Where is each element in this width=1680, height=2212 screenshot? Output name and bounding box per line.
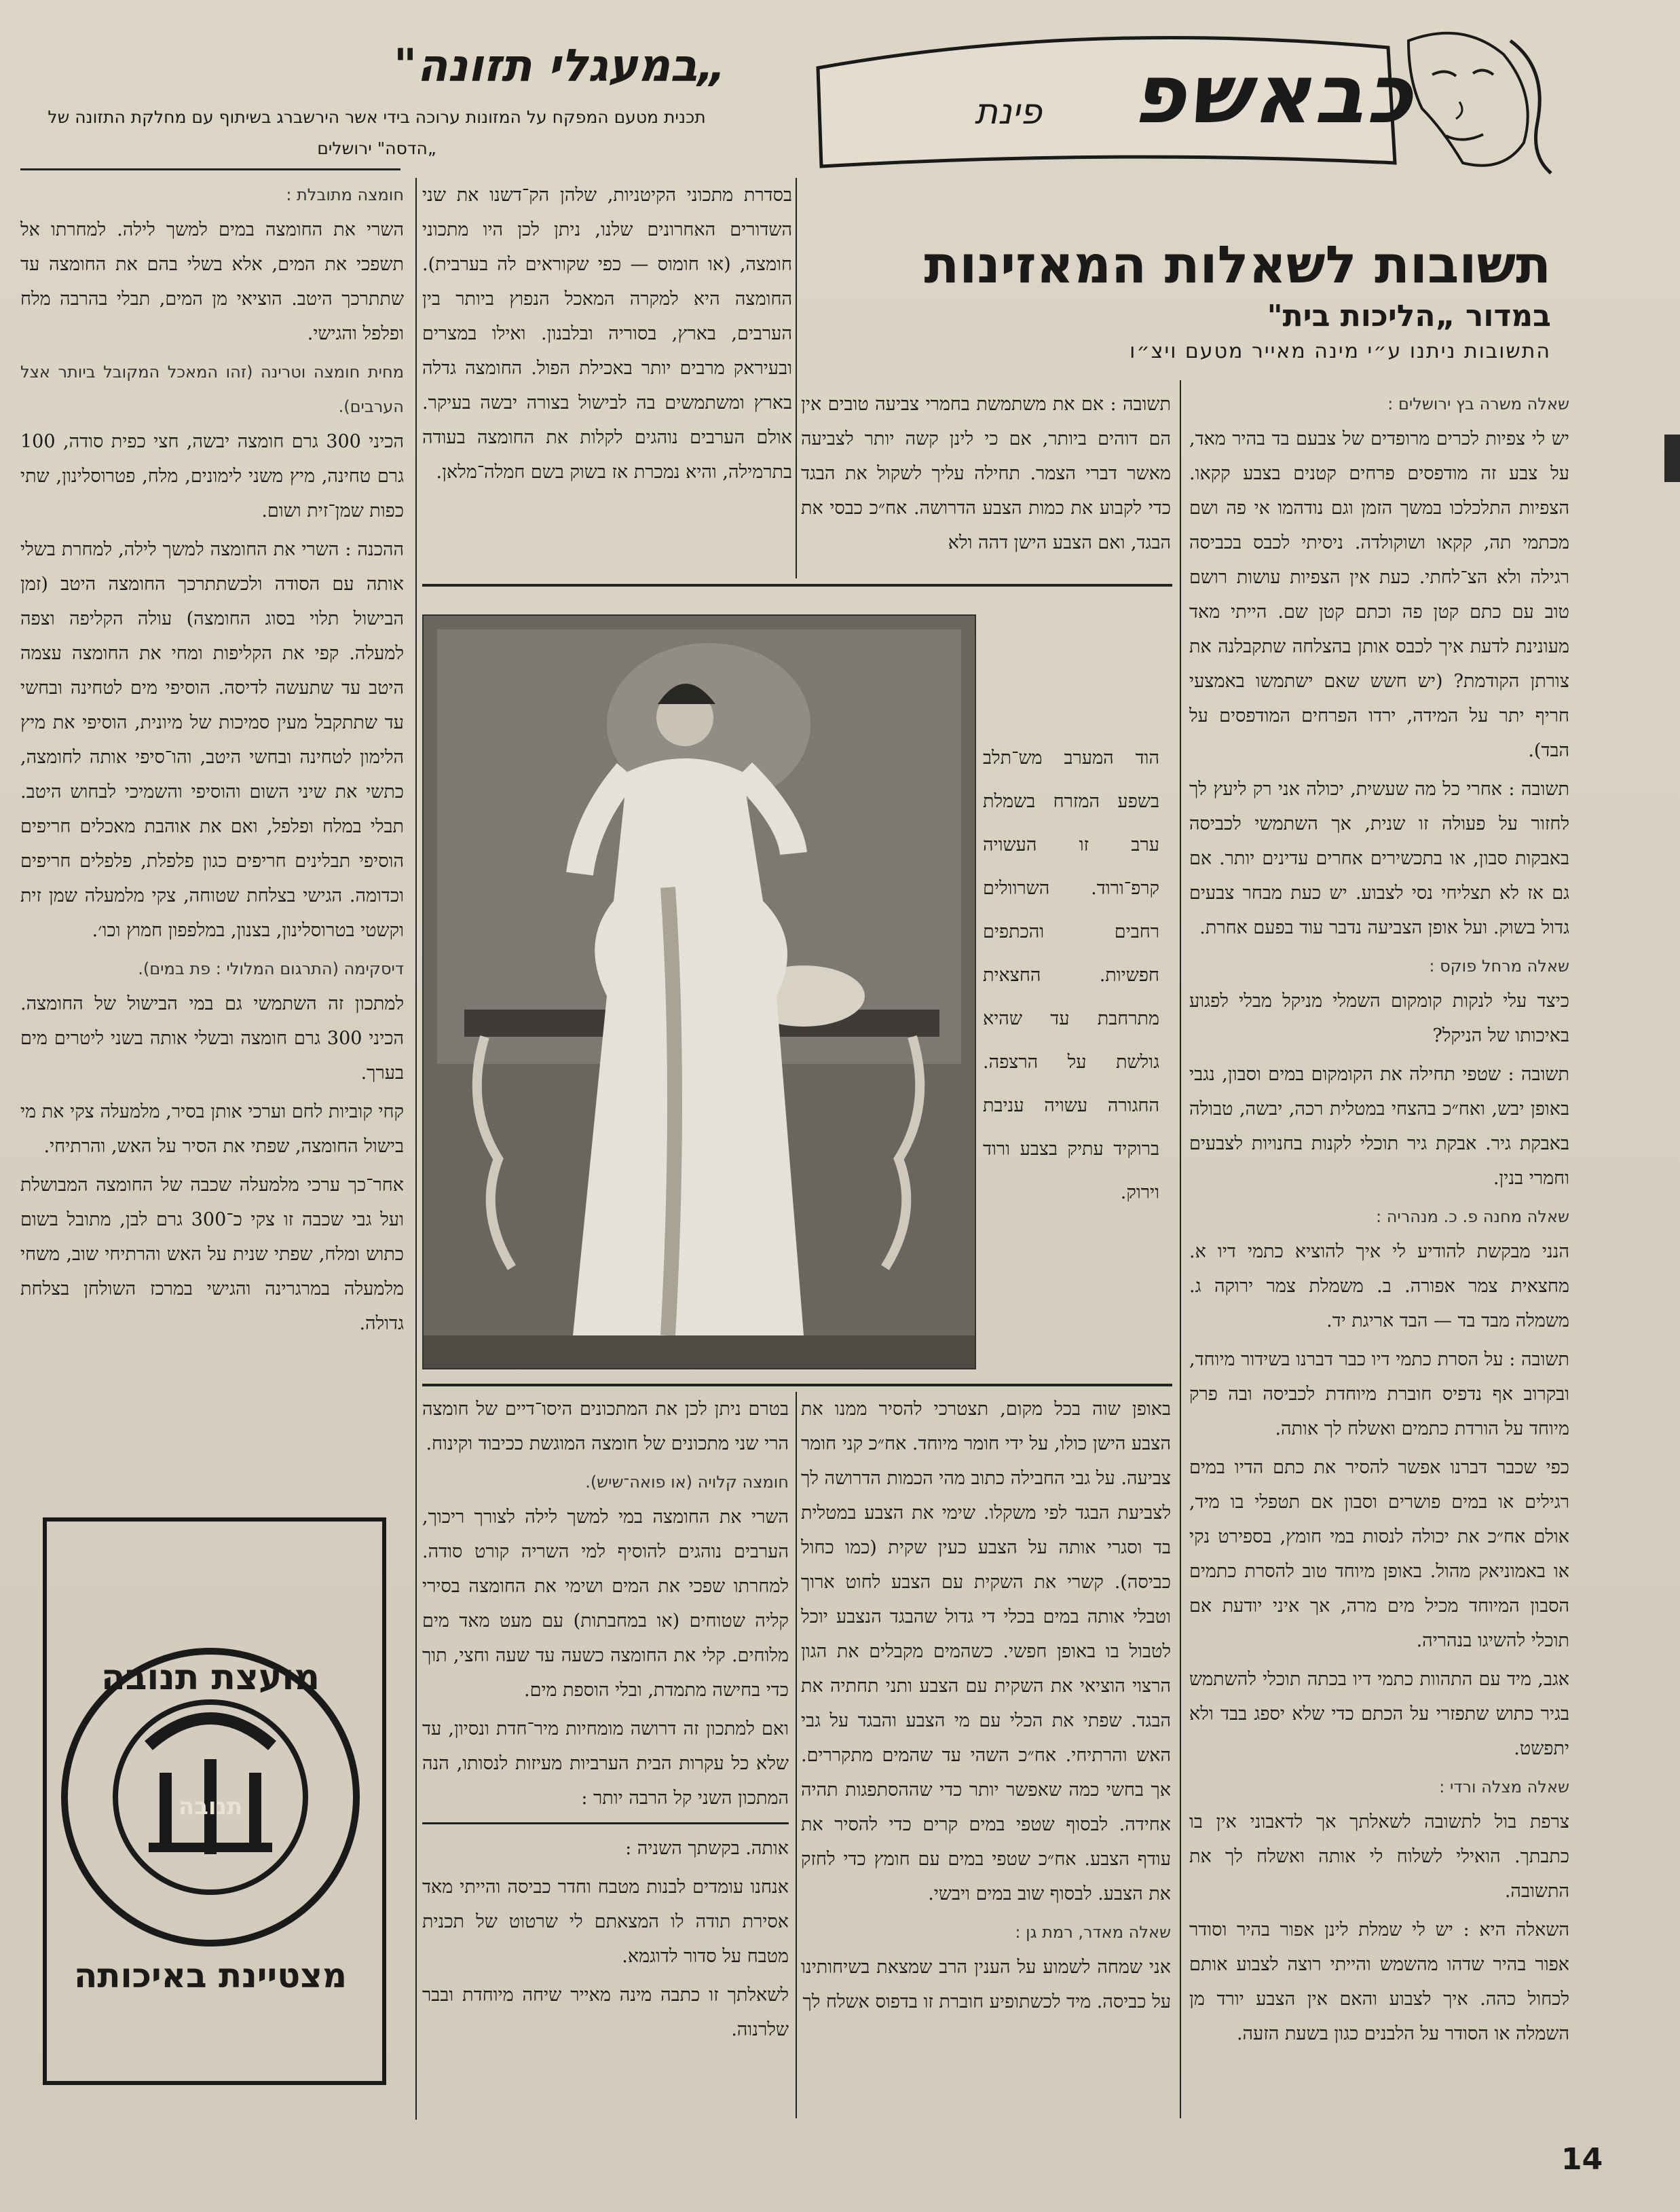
qa-paragraph: אותה. בקשתך השניה : [625,1838,789,1859]
fashion-photo [422,614,976,1369]
article-headline: תשובות לשאלות המאזינות [924,234,1551,295]
qa-paragraph: לשאלתך זו כתבה מינה מאייר שיחה מיוחדת ובבר שלרנוה. [422,1985,789,2040]
column-divider [796,178,797,578]
column-divider [1180,380,1181,2118]
logo-center-text: תנובה [178,1793,243,1820]
qa-paragraph: הנני מבקשת להודיע לי איך להוציא כתמי דיו א. מחצאית צמר אפורה. ב. משמלת צמר ירוקה ג. משמלה מבד בד — הבד אריגת יד. [1189,1241,1569,1331]
masthead-title: כבאשפ [1132,48,1415,142]
page-number: 14 [1561,2142,1603,2177]
qa-paragraph: תשובה : אם את משתמשת בחמרי צביעה טובים אין הם דוהים ביותר, אם כי לינן קשה יותר לצביעה מאשר דברי הצמר. תחילה עליך לשקול את הבגד כדי לקבוע את כמות הצבע הדרושה. אח״כ כבסי את הבגד, ואם הצבע הישן דהה ולא [801,394,1171,553]
recipe-section-subtitle: תכנית מטעם המפקח על המזונות ערוכה בידי אשר הירשברג בשיתוף עם מחלקת התזונה של „הדסה" ירושלים [48,107,706,158]
recipe-paragraph: בטרם ניתן לכן את המתכונים היסו־דיים של חומצה הרי שני מתכונים של חומצה המוגשת ככיבוד וקינוח. [422,1399,789,1454]
recipe-paragraph: קחי קוביות לחם וערכי אותן בסיר, מלמעלה צקי את מי בישול החומצה, שפתי את הסיר על האש, והרתיחי. [20,1101,404,1157]
qa-paragraph: כיצד עלי לנקות קומקום השמלי מניקל מבלי לפגוע באיכותו של הניקל? [1189,991,1569,1046]
qa-paragraph: באופן שוה בכל מקום, תצטרכי להסיר ממנו את הצבע הישן כולו, על ידי חומר מיוחד. אח״כ קני חומר צביעה. על גבי החבילה כתוב מהי הכמות הדרושה לך לצביעת הבגד לפי משקלו. שימי את הצבע במטלית בד וסגרי אותה על הצבע כעין שקית (כמו כחול כביסה). קשרי את השקית עם הצבע לחוט ארוך וטבלי אותה במים בכלי די גדול שהבגד הנצבע יוכל לטבול בו באופן חפשי. כשהמים מקבלים את הגון הרצוי הוציאי את השקית עם הצבע ותני תחתיה את הבגד. שפתי את הכלי עם מי הצבע והבגד על גבי האש והרתיחי. אח״כ השהי עד שהמים מתקררים. אך בחשי כמה שאפשר יותר כדי שההסתפגות תהיה אחידה. לבסוף שטפי במים קרים כדי להסיר את עודף הצבע. אח״כ שטפי במים עם חומץ כדי לחזק את הצבע. לבסוף שוב במים ויבשי. [801,1399,1171,1904]
photo-caption: הוד המערב מש־תלב בשפע המזרח בשמלת ערב זו העשויה קרפ־ורוד. השרוולים רחבים והכתפים חפשיות. החצאית מתרחבת עד שהיא גולשת על הרצפה. החגורה עשויה עניבת ברוקיד עתיק בצבע ורוד וירוק. [983,748,1159,1203]
recipe-column-bottom [422,1392,789,2125]
question-label: שאלה מרחל פוקס : [1429,957,1569,976]
masthead-kol-bait [811,27,1558,177]
article-credit: התשובות ניתנו ע״י מינה מאייר מטעם ויצ״ו [1130,339,1551,363]
column-divider [796,1392,797,2118]
question-label: שאלה משרה בץ ירושלים : [1387,394,1569,413]
page-edge-mark [1664,435,1680,482]
woman-evening-dress-icon [424,616,975,1368]
question-label: שאלה מצלה ורדי : [1439,1777,1569,1796]
recipe-column-left [20,178,404,1481]
recipe-paragraph: הכיני 300 גרם חומצה יבשה, חצי כפית סודה, 100 גרם טחינה, מיץ משני לימונים, מלח, פטרוסלינון, שתי כפות שמן־זית ושום. [20,431,404,521]
qa-column-middle-bottom [801,1392,1171,2125]
recipe-subtitle: מחית חומצה וטרינה (זהו המאכל המקובל ביותר אצל הערבים). [20,363,404,416]
qa-paragraph: כפי שכבר דברנו אפשר להסיר את כתם הדיו במים רגילים או במים פושרים וסבון אם תטפלי בו מיד, אולם אח״כ את יכולה לנסות במי חומץ, בספירט נקי או באמוניאק מהול. באופן מיוחד טוב להסרת כתמים הסבון המיוחד מכיל מים מרה, אך איני יודעת אם תוכלי להשיגו בנהריה. [1189,1457,1569,1651]
question-label: שאלה מחנה פ. כ. מנהריה : [1376,1207,1569,1226]
qa-paragraph: תשובה : אחרי כל מה שעשית, יכולה אני רק ליעץ לך לחזור על פעולה זו שנית, אך השתמשי לכביסה באבקות סבון, או בתכשירים אחרים עדינים יותר. אם גם אז לא תצליחי נסי לצבוע. יש כעת מבחר צבעים גדול בשוק. ועל אופן הצביעה נדבר עוד בפעם אחרת. [1189,779,1569,938]
qa-paragraph: השאלה היא : יש לי שמלת לינן אפור בהיר וסודר אפור בהיר שדהו מהשמש והייתי רוצה לצבוע אותם לכחול כהה. איך לצבוע והאם אין הצבע יורד מן השמלה או הסודר על הלבנים כגון בשעת הזעה. [1189,1919,1569,2044]
qa-column-middle-top [801,387,1171,577]
tnuva-advertisement [43,1517,386,2085]
recipe-paragraph: השרי את החומצה במי למשך לילה לצורך ריכוך, הערבים נוהגים להוסיף למי השריה קורט סודה. למחרתו שפכי את המים ושימי את החומצה בסירי קליה שטוחים (או במחבתות) עם מעט מאד מים מלוחים. קלי את החומצה כשעה עד שעה וחצי, תוך כדי בחישה מתמדת, ובלי הוספת מים. [422,1507,789,1701]
recipe-paragraph: השרי את החומצה במים למשך לילה. למחרתו אל תשפכי את המים, אלא בשלי בהם את החומצה עד שתתרכך היטב. הוציאי מן המים, תבלי בהרבה מלח ופלפל והגישי. [20,219,404,344]
qa-paragraph: תשובה : שטפי תחילה את הקומקום במים וסבון, נגבי באופן יבש, ואח״כ בהצחי במטלית רכה, יבשה, טבולה באבקת גיר. אבקת גיר תוכלי לקנות בחנויות לצבעים וחמרי בנין. [1189,1064,1569,1189]
qa-paragraph: צרפת בול לתשובה לשאלתך אך לדאבוני אין בו כתבתך. הואילי לשלוח לי אותה ואשלח לך את התשובה. [1189,1811,1569,1902]
qa-paragraph: אגב, מיד עם התהוות כתמי דיו בכתה תוכלי להשתמש בגיר כתוש שתפזרי על הכתם כדי שלא יספג בבד ולא יתפשט. [1189,1669,1569,1759]
recipe-intro-column [422,178,792,578]
article-subhead: במדור „הליכות בית" [1267,299,1551,333]
recipe-subtitle: חומצה מתובלת : [286,185,404,204]
recipe-paragraph: ואם למתכון זה דרושה מומחיות מיר־חדת ונסיון, עד שלא כל עקרות הבית הערביות מעיזות לנסותו, הנה המתכון השני קל הרבה יותר : [422,1718,789,1809]
recipe-paragraph: ההכנה : השרי את החומצה למשך לילה, למחרת בשלי אותה עם הסודה ולכשתתרכך החומצה היטב (זמן הבישול תלוי בסוג החומצה) עולה הקליפה וצפה למעלה. קפי את הקליפות ומחי את החומצה עצמה היטב עד שתעשה לדיסה. הוסיפי מים לטחינה ובחשי עד שתתקבל מעין סמיכות של מיונית, הוסיפי את מיץ הלימון לטחינה ובחשי היטב, והו־סיפי אותה לחומצה, כתשי את שיני השום והוסיפי והשמיכי לבחוש היטב. תבלי במלח ופלפל, ואם את אוהבת מאכלים חריפים הוסיפי תבלינים חריפים כגון פלפלת, פלפלים חריפים וכדומה. הגישי בצלחת שטוחה, צקי מלמעלה שמן זית וקשטי בטרוסלינון, בצנון, במלפפון חמוץ וכו׳. [20,539,404,941]
recipe-paragraph: אחר־כך ערכי מלמעלה שכבה של החומצה המבושלת ועל גבי שכבה זו צקי כ־300 גרם לבן, מתובל בשום כתוש ומלח, שפתי שנית על האש והרתיחי שוב, משחי מלמעלה במרגרינה והגישי במרכז השולחן בצלחת גדולה. [20,1175,404,1334]
recipe-subtitle: דיסקימה (התרגום המלולי : פת במים). [138,959,404,978]
masthead-small-text: פינת [974,92,1042,132]
qa-column-right [1189,387,1569,2112]
qa-paragraph: יש לי צפיות לכרים מרופדים של צבעם בד בהיר מאד, על צבע זה מודפסים פרחים קטנים בצבע קקאו. הצפיות התלכלכו במשך הזמן וגם נודהמו אי פה ושם מכתמי תה, קקאו ושוקולדה. ניסיתי לכבס בכביסה רגילה ולא הצ־לחתי. כעת אין הצפיות עושות רושם טוב עם כתם קטן פה וכתם קטן שם. הייתי מאד מעונינת לדעת איך לכבס אותן בהצלחה שתקבלנה את צורתן הקודמת? (יש חשש שאם ישתמשו באמצעי חריף יתר על המידה, ירדו הפרחים המודפסים על הבד). [1189,428,1569,761]
recipe-paragraph: בסדרת מתכוני הקיטניות, שלהן הק־דשנו את שני השדורים האחרונים שלנו, ניתן לכן היו מתכוני חומצה, (או חומוס — כפי שקוראים לה בערבית). החומצה היא למקרה המאכל הנפוץ ביותר בין הערבים, בארץ, בסוריה ובלבנון. ואילו במצרים ובעיראק מרבים יותר באכילת הפול. החומצה גדלה בארץ ומשתמשים בה לבישול בצורה יבשה בעיקר. אולם הערבים נוהגים לקלות את החומצה בעודה בתרמילה, והיא נמכרת אז בשוק בשם חמלה־מלאן. [422,185,792,483]
section-rule [20,168,400,170]
qa-paragraph: תשובה : על הסרת כתמי דיו כבר דברנו בשידור מיוחד, ובקרוב אף נדפיס חוברת מיוחדת לכביסה ובה פרק מיוחד על הורדת כתמים ואשלח לך אותה. [1189,1349,1569,1439]
logo-ring-bottom-text: מצטיינת באיכותה [73,1956,348,1995]
recipe-paragraph: למתכון זה השתמשי גם במי הבישול של החומצה. הכיני 300 גרם חומצה ובשלי אותה בשני ליטרים מים בערך. [20,993,404,1084]
question-label: שאלה מאדר, רמת גן : [1015,1923,1171,1942]
section-rule [422,1384,1172,1386]
recipe-section-title: „במעגלי תזונה" [393,39,726,92]
qa-paragraph: אני שמחה לשמוע על הענין הרב שמצאת בשיחותינו על כביסה. מיד לכשתופיע חוברת זו בדפוס אשלח לך [801,1957,1171,2012]
section-rule [422,1822,789,1824]
qa-paragraph: אנחנו עומדים לבנות מטבח וחדר כביסה והייתי מאד אסירת תודה לו המצאתם לי שרטוט של תכנית מטבח על סדור לדוגמא. [422,1877,789,1967]
recipe-subtitle: חומצה קלויה (או פואה־שיש). [585,1473,789,1492]
logo-ring-top-text: מועצת תנובה [100,1657,320,1698]
section-rule [422,584,1172,587]
column-divider [415,178,417,2120]
